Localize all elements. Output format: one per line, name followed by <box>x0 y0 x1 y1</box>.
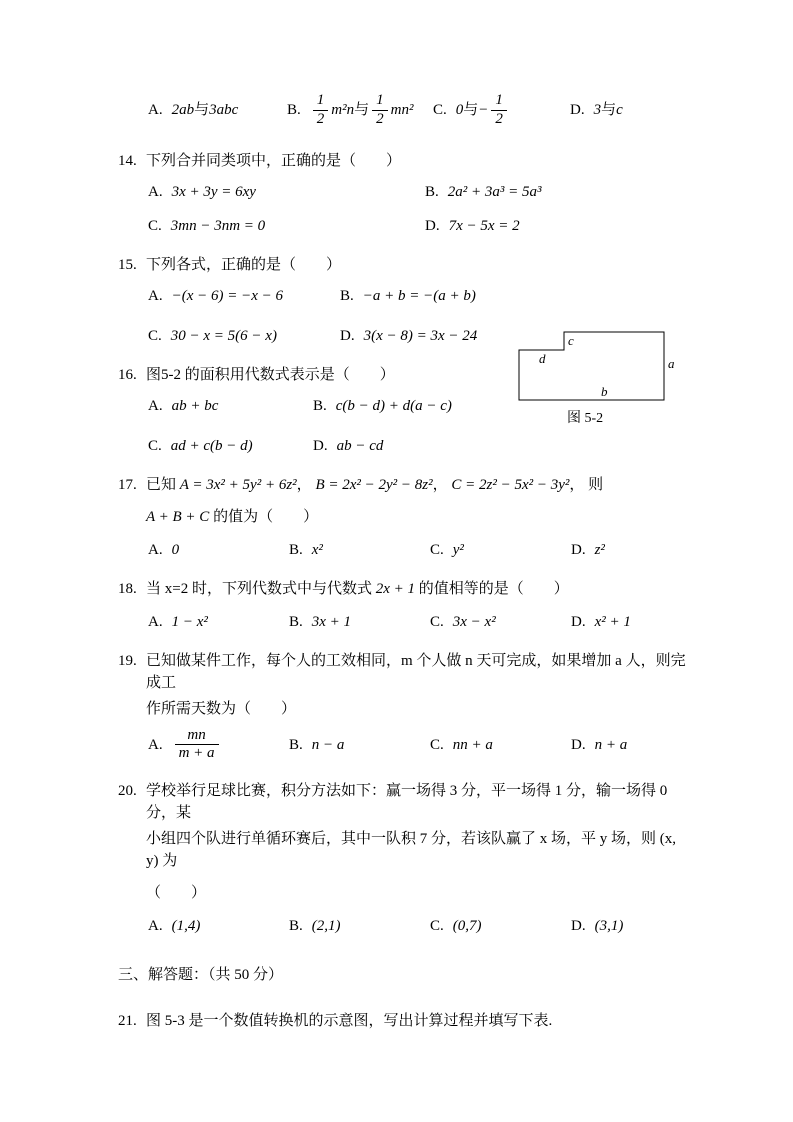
option-label: D. <box>313 438 328 454</box>
fraction-numerator: mn <box>187 727 206 743</box>
option-math: 3abc <box>209 102 239 118</box>
option-math: c <box>616 102 623 118</box>
q18-option-a <box>148 610 289 634</box>
text-segment: 当 x=2 时，下列代数式中与代数式 <box>146 581 376 597</box>
option-label: D. <box>571 917 586 934</box>
text-segment: 小组四个队进行单循环赛后，其中一队积 7 分，若该队赢了 x 场，平 y 场，则 (x, y) 为 <box>146 830 676 869</box>
question-line <box>118 780 688 824</box>
q15-option-a <box>148 284 340 308</box>
q14-option-a <box>148 180 425 204</box>
question-line <box>118 254 688 276</box>
option-math: 30 − x = 5(6 − x) <box>170 328 277 344</box>
option-label: C. <box>148 218 162 234</box>
q17-option-b <box>289 538 430 562</box>
option-label: A. <box>148 184 163 200</box>
option-math: nn + a <box>452 736 493 753</box>
question-text: 下列合并同类项中，正确的是（ ） <box>146 153 402 169</box>
q20-option-d <box>571 914 623 938</box>
q19-option-b <box>289 733 430 757</box>
question-text <box>146 474 688 496</box>
option-label: B. <box>289 917 303 934</box>
q16-option-b <box>313 394 452 418</box>
formula-c: C = 2z² − 5x² − 3y² <box>451 477 570 493</box>
q20-option-b <box>289 914 430 938</box>
fraction-denominator: 2 <box>491 110 507 128</box>
fraction <box>491 92 507 128</box>
option-math: 3x + 1 <box>311 614 352 630</box>
figure-5-2-shape <box>517 326 679 404</box>
question-number: 16. <box>118 367 137 383</box>
option-label: B. <box>425 184 439 200</box>
option-math: 3x − x² <box>452 614 496 630</box>
option-math: 0 <box>455 102 464 118</box>
formula-b: B = 2x² − 2y² − 8z² <box>315 477 433 493</box>
text-segment: 已知 <box>146 477 180 493</box>
option-math: z² <box>594 542 605 558</box>
q17-option-a <box>148 538 289 562</box>
option-conjunction: 与 <box>194 102 210 118</box>
option-math: 2a² + 3a³ = 5a³ <box>447 184 542 200</box>
option-label: C. <box>430 917 444 934</box>
option-label: A. <box>148 542 163 558</box>
edge-label-a: a <box>668 356 675 371</box>
option-math: m²n <box>331 102 355 118</box>
q18-option-d <box>571 610 631 634</box>
option-label: C. <box>148 328 162 344</box>
fraction <box>175 727 219 763</box>
option-math: (2,1) <box>311 917 341 934</box>
formula-a: A = 3x² + 5y² + 6z² <box>179 477 297 493</box>
question-number: 18. <box>118 581 137 597</box>
option-label: C. <box>430 614 444 630</box>
text-segment: ， <box>296 477 316 493</box>
option-math: n + a <box>594 736 628 753</box>
question-line <box>118 150 688 172</box>
question-18 <box>118 578 688 634</box>
question-line <box>118 1010 688 1032</box>
figure-5-2 <box>517 326 687 428</box>
fraction <box>313 92 329 128</box>
option-label: D. <box>570 102 585 118</box>
options-row <box>148 180 688 204</box>
option-label: A. <box>148 288 163 304</box>
question-line-2 <box>146 506 688 528</box>
options-row <box>148 538 688 562</box>
q14-option-b <box>425 180 542 204</box>
text-segment: ， <box>432 477 452 493</box>
question-21 <box>118 1010 688 1032</box>
q17-option-d <box>571 538 605 562</box>
option-math: c(b − d) + d(a − c) <box>335 398 452 414</box>
question-20 <box>118 780 688 938</box>
edge-label-d: d <box>539 351 546 366</box>
fraction-numerator: 1 <box>316 92 325 109</box>
option-label: A. <box>148 736 163 753</box>
edge-label-c: c <box>568 333 574 348</box>
option-math: 0 <box>171 542 180 558</box>
q15-option-c <box>148 324 340 348</box>
q15-option-b <box>340 284 476 308</box>
option-math: 3mn − 3nm = 0 <box>170 218 266 234</box>
options-row <box>148 214 688 238</box>
q13-option-a <box>148 98 287 122</box>
option-math: ad + c(b − d) <box>170 438 253 454</box>
formula: 2x + 1 <box>375 581 415 597</box>
q20-option-c <box>430 914 571 938</box>
option-label: D. <box>571 542 586 558</box>
question-19 <box>118 650 688 764</box>
option-math: (3,1) <box>594 917 624 934</box>
q14-option-d <box>425 214 520 238</box>
question-number: 15. <box>118 257 137 273</box>
option-label: A. <box>148 614 163 630</box>
question-14 <box>118 150 688 238</box>
q19-option-d <box>571 733 627 757</box>
formula-sum: A + B + C <box>146 509 210 525</box>
question-number: 14. <box>118 153 137 169</box>
q13-option-c <box>433 91 570 129</box>
q16-option-c <box>148 434 313 458</box>
q17-option-c <box>430 538 571 562</box>
option-math: (0,7) <box>452 917 482 934</box>
question-line-3 <box>146 882 688 904</box>
option-math: x² <box>311 542 323 558</box>
q13-option-b <box>287 91 433 129</box>
q18-option-c <box>430 610 571 634</box>
option-math: −(x − 6) = −x − 6 <box>171 288 284 304</box>
option-math: −a + b = −(a + b) <box>362 288 476 304</box>
option-label: B. <box>340 288 354 304</box>
option-conjunction: 与 <box>354 102 370 118</box>
option-math: ab + bc <box>171 398 219 414</box>
option-conjunction: 与 <box>601 102 617 118</box>
question-line <box>118 578 688 600</box>
answer-blank: （ ） <box>146 884 207 901</box>
edge-label-b: b <box>601 384 608 399</box>
question-text: 下列各式，正确的是（ ） <box>146 257 342 273</box>
option-math: 3 <box>593 102 602 118</box>
option-label: C. <box>430 736 444 753</box>
fraction-denominator: 2 <box>372 110 388 128</box>
option-math: 1 − x² <box>171 614 208 630</box>
text-segment: 的值为（ ） <box>209 509 319 525</box>
option-math: x² + 1 <box>594 614 631 630</box>
text-segment: 的值相等的是（ ） <box>415 581 569 597</box>
question-text: 已知做某件工作，每个人的工效相同，m 个人做 n 天可完成，如果增加 a 人，则完成工 <box>146 653 686 691</box>
question-number: 21. <box>118 1012 137 1029</box>
option-label: D. <box>340 328 355 344</box>
option-label: B. <box>289 542 303 558</box>
fraction <box>372 92 388 128</box>
question-text: 学校举行足球比赛，积分方法如下：赢一场得 3 分，平一场得 1 分，输一场得 0 分，某 <box>146 782 668 821</box>
option-math: mn² <box>390 102 414 118</box>
options-row <box>148 434 688 458</box>
options-row <box>148 610 688 634</box>
question-line-2 <box>146 698 688 720</box>
fraction-numerator: 1 <box>376 92 384 109</box>
option-label: B. <box>289 736 303 753</box>
option-label: C. <box>433 102 447 118</box>
option-label: A. <box>148 398 163 414</box>
option-label: C. <box>148 438 162 454</box>
options-row <box>148 284 688 308</box>
option-conjunction: 与 <box>463 102 479 118</box>
question-number: 17. <box>118 477 137 493</box>
option-math: (1,4) <box>171 917 201 934</box>
option-math: 2ab <box>171 102 195 118</box>
option-label: B. <box>289 614 303 630</box>
option-label: B. <box>313 398 327 414</box>
section-heading: 三、解答题：（共 50 分） <box>118 966 284 983</box>
q13-options-row <box>148 90 688 130</box>
option-label: D. <box>571 614 586 630</box>
q20-option-a <box>148 914 289 938</box>
option-label: D. <box>571 736 586 753</box>
figure-caption: 图 5-2 <box>567 411 604 426</box>
option-math: 7x − 5x = 2 <box>448 218 520 234</box>
question-number: 20. <box>118 782 137 799</box>
q14-option-c <box>148 214 425 238</box>
text-segment: 作所需天数为（ ） <box>146 701 297 717</box>
minus-sign: − <box>478 102 489 118</box>
q16-option-d <box>313 434 383 458</box>
question-text: 图5-2 的面积用代数式表示是（ ） <box>146 367 395 383</box>
q15-option-d <box>340 324 477 348</box>
option-math: y² <box>452 542 464 558</box>
q13-option-d <box>570 98 623 122</box>
question-number: 19. <box>118 653 137 669</box>
question-text <box>146 578 688 600</box>
options-row <box>148 726 688 764</box>
fraction-denominator: 2 <box>313 110 329 128</box>
option-label: B. <box>287 102 301 118</box>
option-math: n − a <box>311 736 345 753</box>
question-17 <box>118 474 688 562</box>
option-label: D. <box>425 218 440 234</box>
option-label: A. <box>148 102 163 118</box>
text-segment: ， 则 <box>569 477 604 493</box>
fraction-numerator: 1 <box>495 92 503 109</box>
options-row <box>148 914 688 938</box>
question-line <box>118 650 688 694</box>
question-text: 图 5-3 是一个数值转换机的示意图，写出计算过程并填写下表. <box>146 1012 553 1029</box>
question-line <box>118 474 688 496</box>
option-math: 3(x − 8) = 3x − 24 <box>363 328 478 344</box>
option-label: C. <box>430 542 444 558</box>
option-label: A. <box>148 917 163 934</box>
q19-option-a <box>148 726 289 764</box>
question-line-2 <box>146 828 688 872</box>
q16-option-a <box>148 394 313 418</box>
option-math: ab − cd <box>336 438 384 454</box>
stepped-rectangle-outline <box>519 332 664 400</box>
q18-option-b <box>289 610 430 634</box>
q19-option-c <box>430 733 571 757</box>
option-math: 3x + 3y = 6xy <box>171 184 256 200</box>
fraction-denominator: m + a <box>175 744 219 762</box>
